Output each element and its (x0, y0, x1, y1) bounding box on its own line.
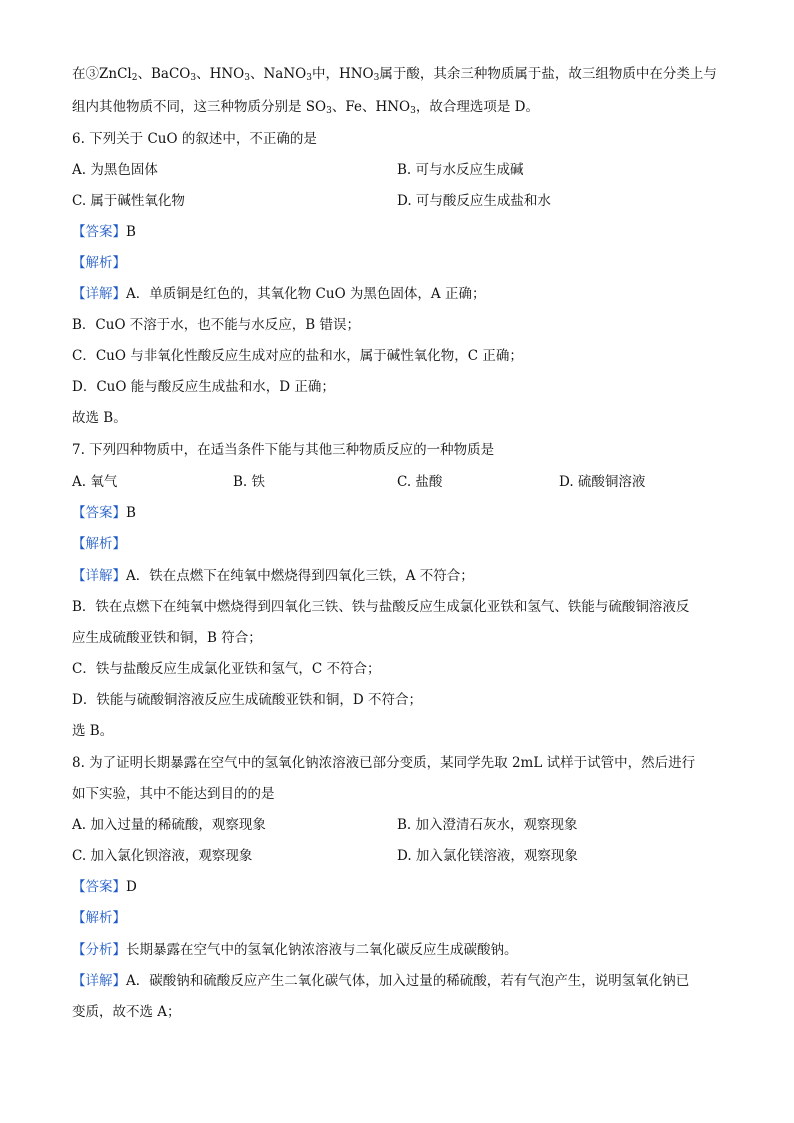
q7-option-a: A. 氧气 (72, 474, 118, 490)
q6-option-b: B. 可与水反应生成碱 (397, 162, 524, 178)
q7-analysis-tag: 【解析】 (72, 536, 126, 552)
q8-detail-line-1: 【详解】A．碳酸钠和硫酸反应产生二氧化碳气体，加入过量的稀硫酸，若有气泡产生，说明氢氧化钠已 (72, 973, 690, 989)
q8-stem-line-2: 如下实验，其中不能达到目的的是 (72, 786, 275, 802)
q6-conclusion: 故选 B。 (72, 410, 127, 426)
q7-detail-line-2: B．铁在点燃下在纯氧中燃烧得到四氧化三铁、铁与盐酸反应生成氯化亚铁和氢气、铁能与硫酸铜溶液反 (72, 599, 690, 615)
q7-option-d: D. 硫酸铜溶液 (559, 474, 646, 490)
q6-option-c: C. 属于碱性氧化物 (72, 193, 185, 209)
q8-answer: 【答案】D (72, 879, 137, 895)
q8-option-a: A. 加入过量的稀硫酸，观察现象 (72, 817, 266, 833)
q8-analysis-tag: 【解析】 (72, 910, 126, 926)
q6-detail-line-2: B．CuO 不溶于水，也不能与水反应，B 错误； (72, 317, 361, 333)
q6-detail-line-1: 【详解】A．单质铜是红色的，其氧化物 CuO 为黑色固体，A 正确； (72, 286, 486, 302)
answer-tag: 【答案】 (72, 879, 126, 895)
q6-detail-line-4: D．CuO 能与酸反应生成盐和水，D 正确； (72, 379, 335, 395)
q6-option-a: A. 为黑色固体 (72, 162, 158, 178)
q8-fenxi: 【分析】长期暴露在空气中的氢氧化钠浓溶液与二氧化碳反应生成碳酸钠。 (72, 942, 518, 958)
q7-answer: 【答案】B (72, 505, 136, 521)
detail-tag: 【详解】 (72, 973, 126, 989)
q7-detail-line-5: D．铁能与硫酸铜溶液反应生成硫酸亚铁和铜，D 不符合； (72, 692, 422, 708)
intro-line-1: 在③ZnCl$_2$、BaCO$_3$、$HNO_3$、NaNO$_3$中，$HNO_3$属于酸，其余三种物质属于盐，故三组物质中在分类上与 (72, 66, 717, 83)
q7-detail-line-1: 【详解】A．铁在点燃下在纯氧中燃烧得到四氧化三铁，A 不符合； (72, 568, 474, 584)
q6-analysis-tag: 【解析】 (72, 255, 126, 271)
detail-tag: 【详解】 (72, 568, 126, 584)
q8-detail-line-2: 变质，故不选 A； (72, 1004, 181, 1020)
detail-tag: 【详解】 (72, 286, 126, 302)
q6-detail-line-3: C．CuO 与非氧化性酸反应生成对应的盐和水，属于碱性氧化物，C 正确； (72, 348, 523, 364)
q7-detail-line-3: 应生成硫酸亚铁和铜，B 符合； (72, 630, 262, 646)
fenxi-tag: 【分析】 (72, 942, 126, 958)
q7-option-b: B. 铁 (233, 474, 266, 490)
q7-option-c: C. 盐酸 (397, 474, 443, 490)
q6-option-d: D. 可与酸反应生成盐和水 (397, 193, 551, 209)
q7-detail-line-4: C．铁与盐酸反应生成氯化亚铁和氢气，C 不符合； (72, 661, 381, 677)
answer-tag: 【答案】 (72, 505, 126, 521)
q7-stem: 7. 下列四种物质中，在适当条件下能与其他三种物质反应的一种物质是 (72, 442, 495, 458)
q8-option-d: D. 加入氯化镁溶液，观察现象 (397, 848, 578, 864)
q7-conclusion: 选 B。 (72, 723, 114, 739)
q6-answer: 【答案】B (72, 224, 136, 240)
intro-line-2: 组内其他物质不同，这三种物质分别是 $SO_3$、Fe、$HNO_3$，故合理选项是 D。 (72, 99, 539, 116)
answer-tag: 【答案】 (72, 224, 126, 240)
q8-stem-line-1: 8. 为了证明长期暴露在空气中的氢氧化钠浓溶液已部分变质，某同学先取 2mL 试样于试管中，然后进行 (72, 755, 696, 771)
q8-option-c: C. 加入氯化钡溶液，观察现象 (72, 848, 253, 864)
q8-option-b: B. 加入澄清石灰水，观察现象 (397, 817, 578, 833)
q6-stem: 6. 下列关于 CuO 的叙述中，不正确的是 (72, 131, 317, 147)
